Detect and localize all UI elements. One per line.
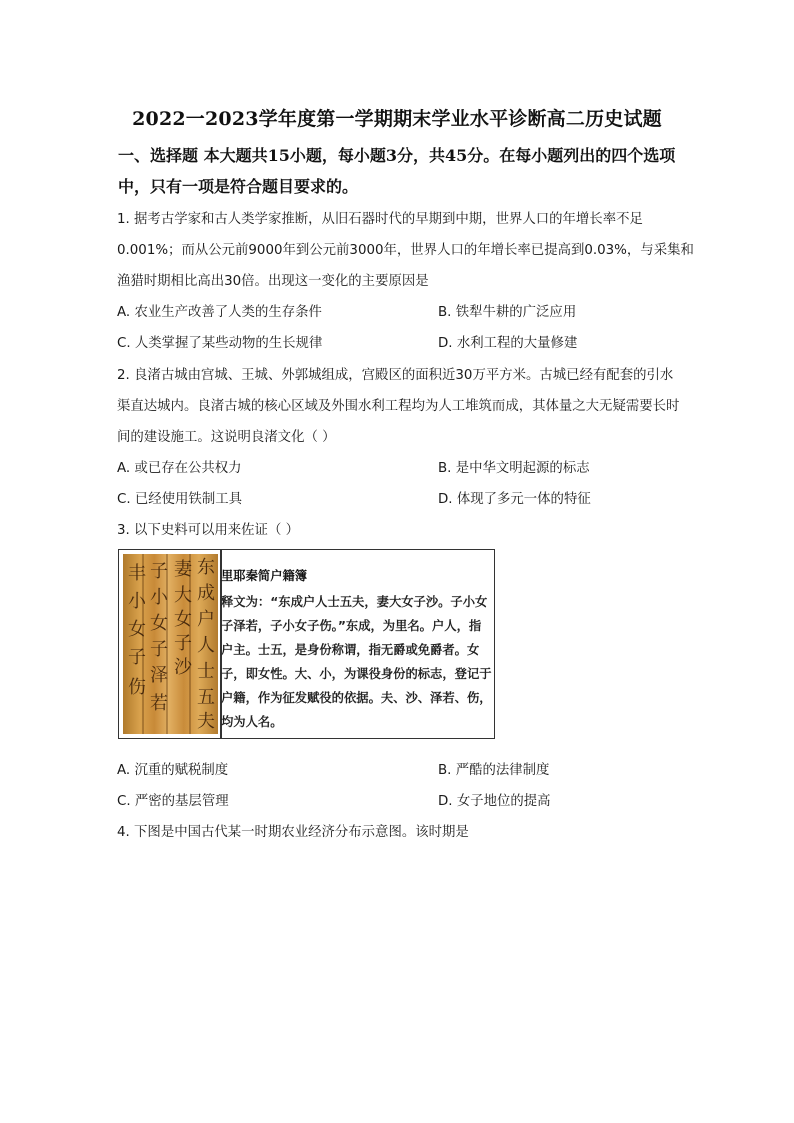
figure-caption-text: 释文为：“东成户人士五夫，妻大女子沙。子小女子泽若，子小女子伤。”东成，为里名。户人，指户主。士五，是身份称谓，指无爵或免爵者。女子，即女性。大、小，为课役身份的标志，登记于户籍，作为征发赋役的依据。夫、沙、泽若、伤，均为人名。 (221, 595, 492, 729)
question-2-option-c: C. 已经使用铁制工具 (117, 492, 242, 507)
question-1-option-c: C. 人类掌握了某些动物的生长规律 (117, 336, 323, 351)
question-1-option-a: A. 农业生产改善了人类的生存条件 (117, 305, 322, 320)
question-2-line-2: 渠直达城内。良渚古城的核心区域及外围水利工程均为人工堆筑而成，其体量之大无疑需要长时 (117, 399, 680, 414)
question-3-option-b: B. 严酷的法律制度 (438, 763, 550, 778)
question-2-option-b: B. 是中华文明起源的标志 (438, 461, 590, 476)
question-1-line-3: 渔猎时期相比高出30倍。出现这一变化的主要原因是 (117, 274, 429, 289)
question-2-line-1: 2. 良渚古城由宫城、王城、外郭城组成，宫殿区的面积近30万平方米。古城已经有配套的引水 (117, 368, 674, 383)
page-title: 2022一2023学年度第一学期期末学业水平诊断高二历史试题 (132, 108, 662, 130)
question-2-option-a: A. 或已存在公共权力 (117, 461, 242, 476)
question-1-option-d: D. 水利工程的大量修建 (438, 336, 578, 351)
bamboo-slip-figure (118, 549, 495, 739)
question-1-line-1: 1. 据考古学家和古人类学家推断，从旧石器时代的早期到中期，世界人口的年增长率不足 (117, 212, 643, 227)
question-1-line-2: 0.001%；而从公元前9000年到公元前3000年，世界人口的年增长率已提高到0.03%，与采集和 (117, 243, 694, 258)
section-heading: 一、选择题 本大题共15小题，每小题3分，共45分。在每小题列出的四个选项中，只有一项是符合题目要求的。 (118, 146, 676, 196)
bamboo-slip-image: 丰 小 女 子 伤 子 小 女 子 泽 若 妻 大 女 子 沙 东 成 户 人 士 五 夫 (123, 554, 218, 734)
question-2-option-d: D. 体现了多元一体的特征 (438, 492, 591, 507)
question-3-option-d: D. 女子地位的提高 (438, 794, 551, 809)
question-3-line-1: 3. 以下史料可以用来佐证（ ） (117, 523, 299, 538)
figure-caption-title: 里耶秦简户籍簿 (221, 569, 308, 583)
question-3-option-c: C. 严密的基层管理 (117, 794, 229, 809)
question-3-option-a: A. 沉重的赋税制度 (117, 763, 229, 778)
question-1-option-b: B. 铁犁牛耕的广泛应用 (438, 305, 577, 320)
question-4-line-1: 4. 下图是中国古代某一时期农业经济分布示意图。该时期是 (117, 825, 469, 840)
question-2-line-3: 间的建设施工。这说明良渚文化（ ） (117, 430, 336, 445)
